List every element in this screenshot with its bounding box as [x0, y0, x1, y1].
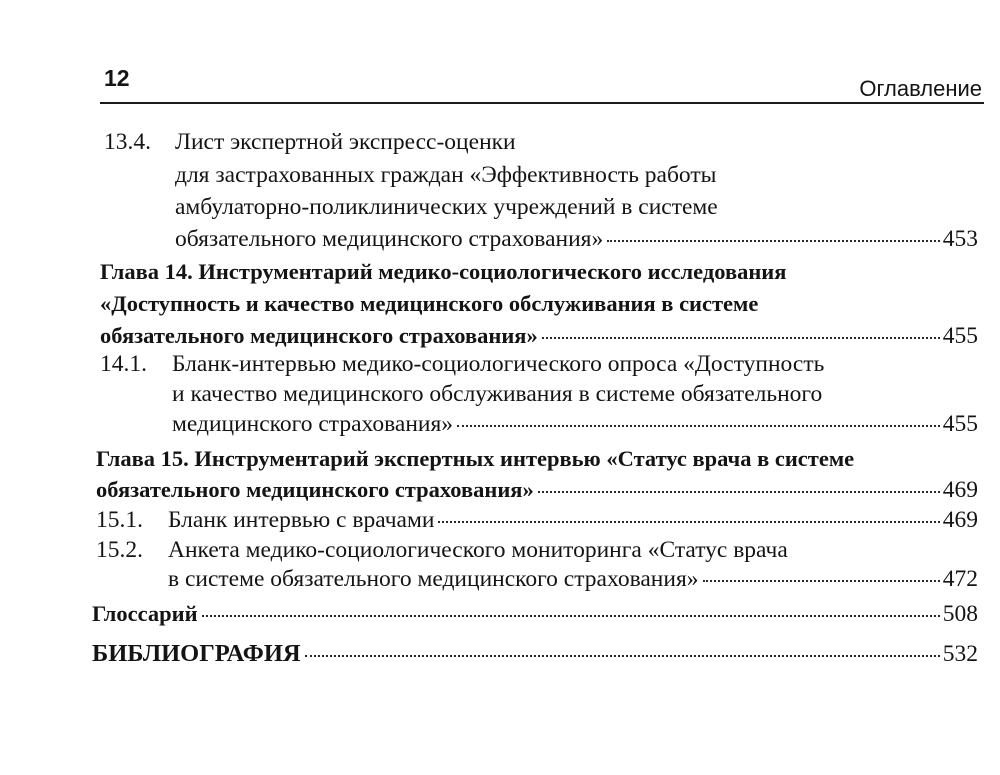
chapter-heading: Глава 14. Инструментарий медико-социологического исследования	[100, 259, 787, 284]
chapter-heading: обязательного медицинского страхования»	[96, 477, 534, 502]
toc-entry-number: 15.2.	[96, 537, 143, 563]
dot-leader	[703, 580, 940, 582]
toc-entry-text: Лист экспертной экспресс-оценки	[175, 129, 516, 155]
toc-page-number: 455	[942, 323, 978, 349]
header-rule	[100, 102, 984, 104]
chapter-heading: обязательного медицинского страхования»	[100, 323, 538, 348]
toc-entry-text: Анкета медико-социологического мониторинга «Статус врача	[168, 537, 788, 563]
dot-leader	[202, 615, 940, 617]
toc-glossary-label: Глоссарий	[92, 601, 198, 626]
toc-page-number: 455	[942, 411, 978, 437]
toc-entry-number: 14.1.	[100, 351, 147, 377]
dot-leader	[457, 425, 940, 427]
toc-entry-number: 13.4.	[104, 129, 151, 155]
toc-page-number: 453	[942, 226, 978, 252]
toc-entry-text: и качество медицинского обслуживания в системе обязательного	[172, 381, 823, 407]
toc-page-number: 532	[942, 641, 978, 667]
page-number: 12	[104, 65, 130, 91]
dot-leader	[542, 337, 940, 339]
chapter-heading: Глава 15. Инструментарий экспертных интервью «Статус врача в системе	[96, 446, 855, 471]
toc-entry-text: для застрахованных граждан «Эффективность работы	[175, 162, 717, 188]
toc-entry-text: в системе обязательного медицинского страхования»	[168, 566, 699, 592]
toc-page-number: 469	[942, 477, 978, 503]
dot-leader	[438, 521, 939, 523]
toc-entry-15-1	[96, 506, 978, 534]
toc-page-number: 469	[942, 507, 978, 533]
running-head: Оглавление	[859, 76, 982, 101]
toc-entry-text: Бланк интервью с врачами	[168, 507, 435, 533]
toc-entry-text: обязательного медицинского страхования»	[175, 226, 604, 252]
dot-leader	[538, 491, 940, 493]
dot-leader	[607, 240, 940, 242]
toc-entry-text: Бланк-интервью медико-социологического опроса «Доступность	[172, 351, 825, 377]
toc-page-number: 508	[942, 601, 978, 627]
toc-glossary	[92, 600, 978, 628]
toc-bibliography-label: БИБЛИОГРАФИЯ	[92, 640, 301, 667]
toc-bibliography	[92, 640, 978, 668]
toc-page-number: 472	[942, 566, 978, 592]
chapter-heading: «Доступность и качество медицинского обслуживания в системе	[100, 291, 759, 316]
toc-entry-text: амбулаторно-поликлинических учреждений в системе	[175, 194, 718, 220]
toc-entry-number: 15.1.	[96, 507, 143, 533]
dot-leader	[305, 655, 940, 657]
toc-entry-text: медицинского страхования»	[172, 411, 454, 437]
